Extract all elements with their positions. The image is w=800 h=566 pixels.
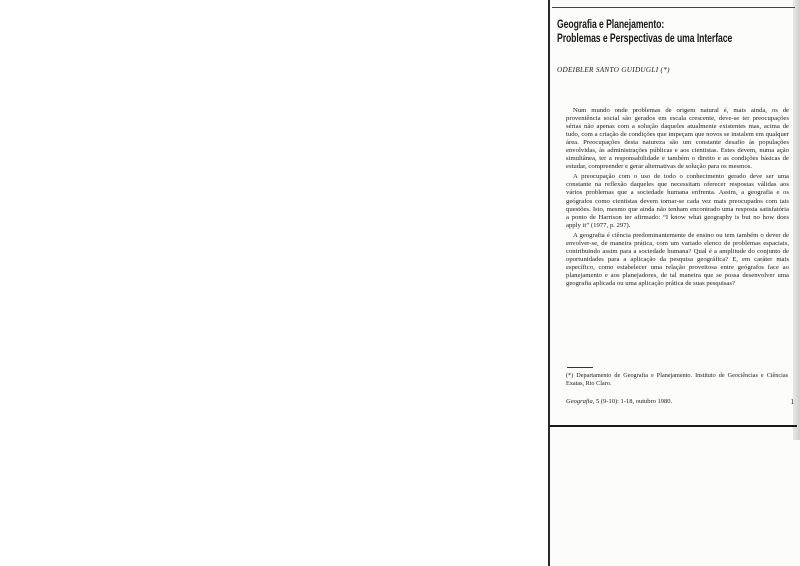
article-title — [557, 17, 787, 45]
article-body — [566, 107, 789, 290]
footnote: (*) Departamento de Geografia e Planejamento. Instituto de Geociências e Ciências Exatas, Rio Claro. — [566, 372, 788, 387]
paragraph-3: A geografia é ciência predominantemente de ensino ou tem também o dever de envolver-se, de maneira prática, com um variado elenco de problemas espaciais, contribuindo assim para a sociedade humana? Qual é a amplitude do conjunto de oportunidades para a aplicação da pesquisa geográfica? E, em caráter mais específico, como estabelecer uma relação proveitosa entre geógrafos face ao planejamento e aos planejadores, de tal maneira que se possa desenvolver uma geografia aplicada ou uma aplicação prática de suas pesquisas? — [566, 231, 789, 287]
paragraph-1: Num mundo onde problemas de origem natural é, mais ainda, os de proveniência social são gerados em escala crescente, deve-se ter preocupações sérias não apenas com a solução daqueles atualmente existentes mas, acima de tudo, com a criação de condições que impeçam que novos se instalem em qualquer área. Preocupações desta natureza são um constante desafio às populações envolvidas, às administrações públicas e aos cientistas. Estes devem, numa ação simultânea, ter a responsabilidade e também o direito e as condições básicas de estudar, compreender e gerar alternativas de solução para os mesmos. — [566, 107, 789, 171]
paragraph-2: A preocupação com o uso de todo o conhecimento gerado deve ser uma constante na reflexão daqueles que necessitam oferecer respostas válidas aos vários problemas que a sociedade humana enfrenta. Assim, a geografia e os geógrafos como cientistas devem tornar-se cada vez mais preocupados com tais questões. Isto, mesmo que ainda não tenham encontrado uma resposta satisfatória a ponto de Harrison ter afirmado: “I know what geography is but no how does apply it” (1977, p. 297). — [566, 173, 789, 229]
title-line-1: Geografia e Planejamento: — [557, 17, 665, 31]
journal-citation — [566, 398, 788, 406]
title-line-2: Problemas e Perspectivas de uma Interface — [557, 31, 733, 45]
journal-reference: 5 (9-10): 1-18, outubro 1980. — [594, 398, 673, 405]
journal-name: Geografia, — [566, 398, 595, 405]
page-number: 1 — [790, 398, 794, 406]
book-spine — [548, 0, 550, 566]
bottom-rule — [549, 425, 797, 427]
footnote-rule — [567, 367, 593, 368]
page-edge — [793, 0, 800, 440]
top-rule — [552, 7, 795, 8]
author-name: ODEIBLER SANTO GUIDUGLI (*) — [557, 66, 670, 74]
